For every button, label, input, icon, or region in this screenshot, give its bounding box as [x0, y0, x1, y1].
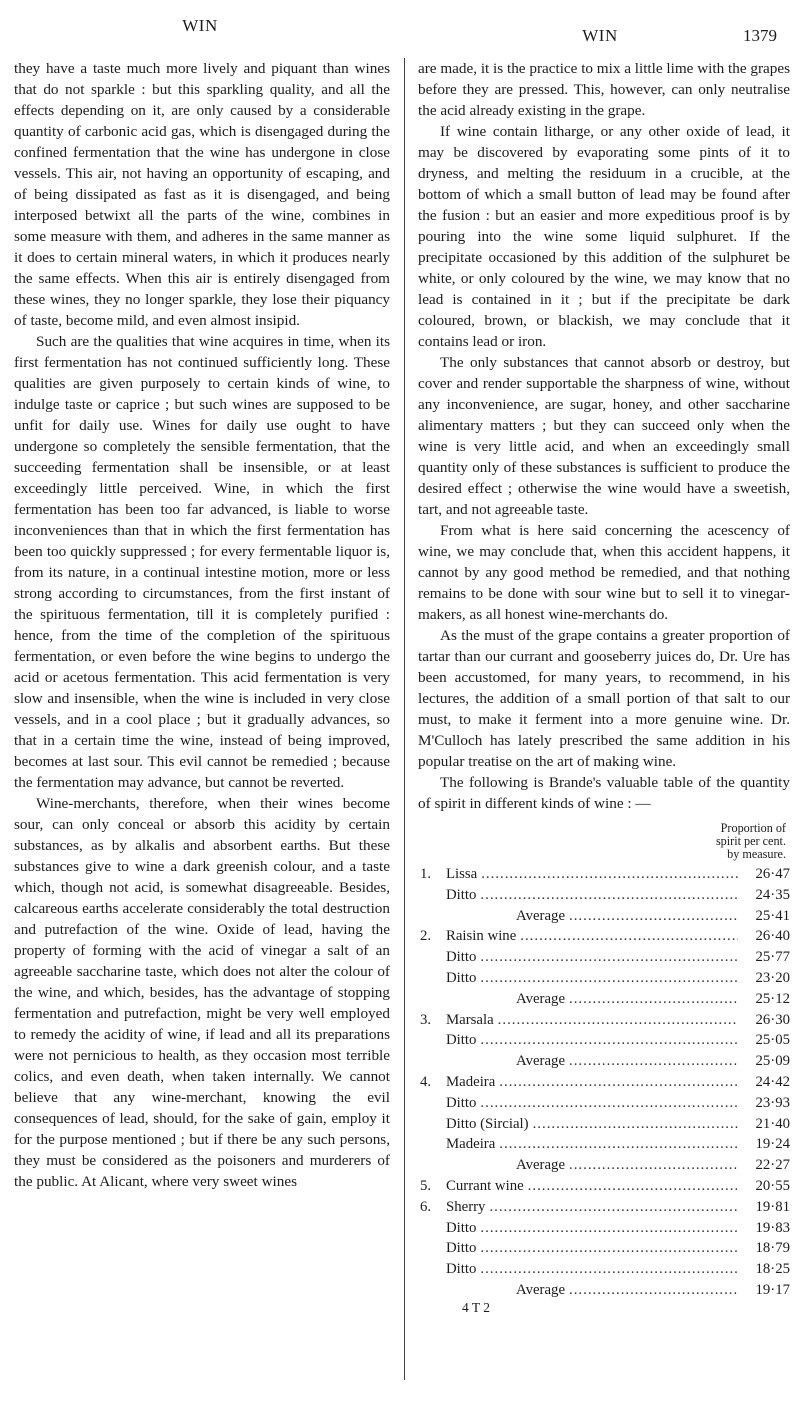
- table-row: [418, 1218, 790, 1239]
- table-row: [418, 1176, 790, 1197]
- wine-name: Ditto: [446, 1240, 477, 1257]
- wine-name: Average: [516, 1281, 566, 1298]
- leader-dots: [520, 926, 738, 947]
- table-row: [418, 1072, 790, 1093]
- table-row: [418, 1155, 790, 1176]
- spirit-value: 26·47: [755, 866, 790, 882]
- table-row: [418, 968, 790, 989]
- leader-dots: [480, 968, 738, 989]
- wine-name: Average: [516, 990, 566, 1007]
- right-paragraph-3: The only substances that cannot absorb or destroy, but cover and render supportable the sharpness of wine, without any inconvenience, are sugar, honey, and other saccharine alimentary matters ; but they can succeed only when the wine is very little acid, and when an exceedingly small quantity only of these substances is sufficient to produce the desired effect ; otherwise the wine would have a sweetish, tart, and not agreeable taste.: [418, 354, 790, 518]
- row-number: 1.: [420, 866, 432, 882]
- table-row: [418, 926, 790, 947]
- spirit-value: 25·09: [755, 1053, 790, 1070]
- wine-name: Ditto: [446, 1032, 477, 1049]
- wine-name: Ditto: [446, 1261, 477, 1278]
- right-paragraph-6: The following is Brande's valuable table of the quantity of spirit in different kinds of wine : —: [418, 774, 790, 812]
- leader-dots: [528, 1176, 738, 1197]
- leader-dots: [569, 1280, 738, 1301]
- row-number: 5.: [420, 1177, 432, 1194]
- table-row: [418, 1238, 790, 1259]
- wine-name: Ditto: [446, 969, 477, 986]
- spirit-table: [418, 822, 790, 1314]
- spirit-value: 19·24: [755, 1136, 790, 1153]
- right-column: [418, 58, 790, 1314]
- wine-name: Ditto (Sircial): [446, 1115, 529, 1132]
- spirit-value: 25·41: [755, 907, 790, 924]
- leader-dots: [480, 1030, 738, 1051]
- running-head-right: WIN: [582, 26, 618, 45]
- spirit-value: 20·55: [755, 1177, 790, 1194]
- spirit-value: 26·30: [755, 1011, 790, 1028]
- table-row: [418, 1051, 790, 1072]
- wine-name: Ditto: [446, 886, 477, 903]
- leader-dots: [498, 1010, 738, 1031]
- table-row: [418, 1280, 790, 1301]
- table-row: [418, 1134, 790, 1155]
- row-number: 6.: [420, 1198, 432, 1215]
- spirit-value: 22·27: [755, 1157, 790, 1174]
- leader-dots: [489, 1197, 738, 1218]
- wine-name: Sherry: [446, 1198, 486, 1215]
- table-row: [418, 989, 790, 1010]
- page-number: 1379: [743, 26, 777, 45]
- spirit-value: 18·25: [755, 1261, 790, 1278]
- spirit-value: 19·83: [755, 1219, 790, 1236]
- left-paragraph-3: Wine-merchants, therefore, when their wines become sour, can only conceal or absorb this acidity by certain substances, as by alkalis and absorbent earths. But these substances give to wine a dark greenish colour, and a taste which, though not acid, is somewhat disagreeable. Besides, calcareous earths accelerate considerably the total destruction and putrefaction of the wine. Oxide of lead, having the property of forming with the acid of vinegar a salt of an agreeable saccharine taste, which does not alter the colour of the wine, and which, besides, has the advantage of stopping fermentation and putrefaction, might be very well employed to remedy the acidity of wine, if lead and all its preparations were not pernicious to health, as they occasion most terrible colics, and even death, when taken internally. We cannot believe that any wine-merchant, knowing the evil consequences of lead, should, for the sake of gain, employ it for the purpose mentioned ; but if there be any such persons, they must be considered as the poisoners and murderers of the public. At Alicant, where very sweet wines: [14, 795, 390, 1190]
- spirit-value: 25·05: [755, 1032, 790, 1049]
- spirit-value: 19·17: [755, 1281, 790, 1298]
- wine-name: Average: [516, 1157, 566, 1174]
- spirit-value: 26·40: [755, 928, 790, 945]
- leader-dots: [480, 1218, 738, 1239]
- table-header: [418, 822, 790, 861]
- column-divider: [404, 58, 405, 1380]
- leader-dots: [481, 864, 738, 885]
- spirit-value: 24·35: [755, 886, 790, 903]
- wine-name: Madeira: [446, 1073, 496, 1090]
- table-row: [418, 1197, 790, 1218]
- row-number: 2.: [420, 928, 432, 945]
- signature-mark: 4 T 2: [462, 1299, 491, 1315]
- wine-name: Lissa: [446, 866, 478, 882]
- wine-name: Average: [516, 1053, 566, 1070]
- wine-name: Ditto: [446, 949, 477, 966]
- right-paragraph-5: As the must of the grape contains a greater proportion of tartar than our currant and gooseberry juices do, Dr. Ure has been accustomed, for many years, to recommend, in his lectures, the addition of a small portion of that salt to our must, to make it ferment into a more genuine wine. Dr. M'Culloch has lately prescribed the same addition in his popular treatise on the art of making wine.: [418, 627, 790, 770]
- spirit-value: 23·93: [755, 1094, 790, 1111]
- leader-dots: [480, 885, 738, 906]
- wine-name: Madeira: [446, 1136, 496, 1153]
- table-rows: [418, 864, 790, 1301]
- left-paragraph-2: Such are the qualities that wine acquires in time, when its first fermentation has not continued sufficiently long. These qualities are given purposely to certain kinds of wine, to indulge taste or caprice ; but such wines are supposed to be unfit for daily use. Wines for daily use ought to have undergone so completely the sensible fermentation, that the succeeding fermentation shall be insensible, or at least exceedingly little perceived. Wine, in which the first fermentation has been too far advanced, is liable to worse inconveniences than that in which the first fermentation has been too quickly suppressed ; for every fermentable liquor is, from its nature, in a continual intestine motion, more or less strong according to circumstances, from the first instant of the spirituous fermentation, till it is completely purified : hence, from the time of the completion of the spirituous fermentation, or even before the wine begins to undergo the acid or acetous fermentation. This acid fermentation is very slow and insensible, when the wine is included in very close vessels, and in a cool place ; but it gradually advances, so that in a certain time the wine, instead of being improved, becomes at last sour. This evil cannot be remedied ; because the fermentation may advance, but cannot be reverted.: [14, 333, 390, 791]
- wine-name: Ditto: [446, 1219, 477, 1236]
- right-paragraph-2: If wine contain litharge, or any other oxide of lead, it may be discovered by evaporating some pints of it to dryness, and melting the residuum in a crucible, at the bottom of which a small button of lead may be found after the fusion : but an easier and more expeditious proof is by pouring into the wine some liquid sulphuret. If the precipitate occasioned by this addition of the sulphuret be white, or only coloured by the wine, we may know that no lead is contained in it ; but if the precipitate be dark coloured, brown, or blackish, we may conclude that it contains lead or iron.: [418, 123, 790, 350]
- table-row: [418, 1010, 790, 1031]
- left-paragraph-1: they have a taste much more lively and piquant than wines that do not sparkle : but this sparkling quality, and all the effects depending on it, are only caused by a considerable quantity of carbonic acid gas, which is disengaged during the confined fermentation that the wine has undergone in close vessels. This air, not having an opportunity of escaping, and of being dissipated as fast as it is disengaged, and being interposed betwixt all the parts of the wine, combines in some measure with them, and adheres in the same manner as it does to certain mineral waters, in which it produces nearly the same effects. When this air is entirely disengaged from these wines, they no longer sparkle, they lose their piquancy of taste, become mild, and even almost insipid.: [14, 60, 390, 329]
- spirit-value: 21·40: [755, 1115, 790, 1132]
- spirit-value: 25·12: [755, 990, 790, 1007]
- table-row: [418, 864, 790, 885]
- leader-dots: [533, 1114, 738, 1135]
- table-header-line-3: by measure.: [727, 847, 786, 861]
- running-head-left: WIN: [182, 16, 218, 35]
- table-row: [418, 1030, 790, 1051]
- leader-dots: [480, 1093, 738, 1114]
- wine-name: Average: [516, 907, 566, 924]
- table-header-line-2: spirit per cent.: [715, 834, 786, 848]
- leader-dots: [569, 1155, 738, 1176]
- spirit-value: 24·42: [755, 1073, 790, 1090]
- leader-dots: [480, 1259, 738, 1280]
- wine-name: Currant wine: [446, 1177, 524, 1194]
- row-number: 3.: [420, 1011, 432, 1028]
- table-row: [418, 947, 790, 968]
- spirit-value: 25·77: [755, 949, 790, 966]
- wine-name: Marsala: [446, 1011, 494, 1028]
- spirit-value: 18·79: [755, 1240, 790, 1257]
- table-row: [418, 906, 790, 927]
- leader-dots: [480, 947, 738, 968]
- wine-name: Raisin wine: [446, 928, 517, 945]
- table-row: [418, 885, 790, 906]
- table-row: [418, 1259, 790, 1280]
- row-number: 4.: [420, 1073, 432, 1090]
- leader-dots: [569, 1051, 738, 1072]
- wine-name: Ditto: [446, 1094, 477, 1111]
- leader-dots: [499, 1072, 738, 1093]
- left-column: [14, 58, 390, 1192]
- leader-dots: [480, 1238, 738, 1259]
- leader-dots: [499, 1134, 738, 1155]
- leader-dots: [569, 989, 738, 1010]
- right-paragraph-4: From what is here said concerning the acescency of wine, we may conclude that, when this accident happens, it cannot by any good method be remedied, and that nothing remains to be done with sour wine but to sell it to vinegar-makers, as all honest wine-merchants do.: [418, 522, 790, 623]
- spirit-value: 23·20: [755, 969, 790, 986]
- table-row: [418, 1114, 790, 1135]
- table-header-line-1: Proportion of: [720, 821, 786, 835]
- right-paragraph-1: are made, it is the practice to mix a little lime with the grapes before they are pressed. This, however, can only neutralise the acid already existing in the grape.: [418, 60, 790, 119]
- spirit-value: 19·81: [755, 1198, 790, 1215]
- table-row: [418, 1093, 790, 1114]
- leader-dots: [569, 906, 738, 927]
